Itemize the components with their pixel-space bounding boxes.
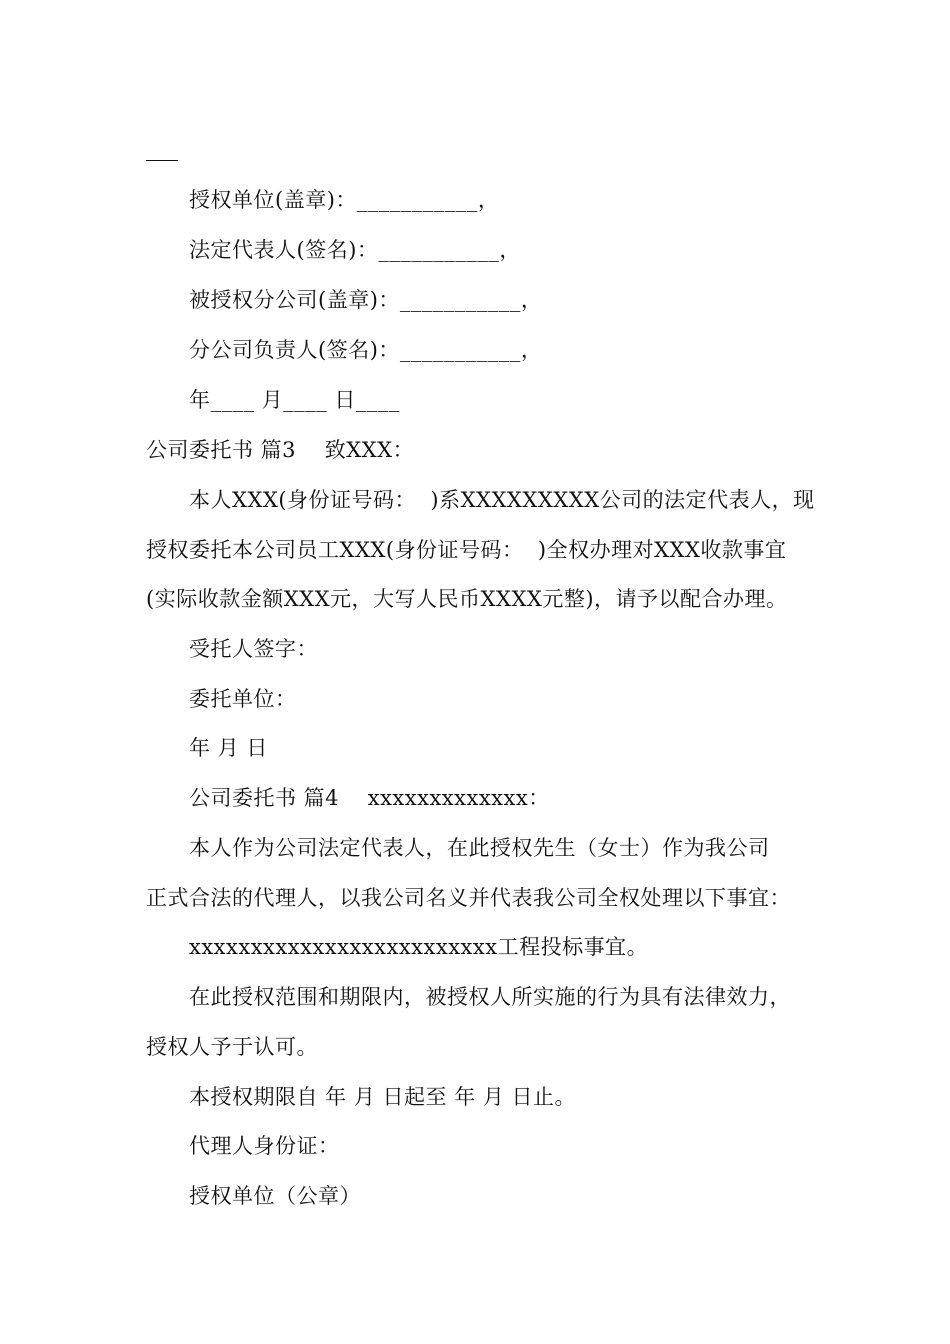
paragraph-line: 授权人予于认可。: [146, 1035, 318, 1059]
agent-id-line: 代理人身份证：: [189, 1134, 340, 1158]
trustee-signature-line: 受托人签字：: [189, 637, 318, 661]
authorizing-unit-line: 授权单位(盖章)：___________，: [189, 188, 500, 212]
paragraph-line: 正式合法的代理人，以我公司名义并代表我公司全权处理以下事宜：: [146, 886, 791, 910]
date-line: 年 月 日: [189, 736, 268, 760]
section-heading-4: 公司委托书 篇4 xxxxxxxxxxxxx：: [189, 786, 550, 810]
branch-manager-line: 分公司负责人(签名)：___________，: [189, 338, 543, 362]
paragraph-line: 本人XXX(身份证号码： )系XXXXXXXXX公司的法定代表人，现: [189, 488, 815, 512]
authorizing-unit-seal-line: 授权单位（公章）: [189, 1184, 361, 1208]
authorized-branch-line: 被授权分公司(盖章)：___________，: [189, 288, 543, 312]
authorization-period-line: 本授权期限自 年 月 日起至 年 月 日止。: [189, 1085, 577, 1109]
paragraph-line: 授权委托本公司员工XXX(身份证号码： )全权办理对XXX收款事宜: [146, 538, 787, 562]
top-rule: [146, 160, 178, 161]
legal-representative-line: 法定代表人(签名)：___________，: [189, 238, 521, 262]
paragraph-line: 在此授权范围和期限内，被授权人所实施的行为具有法律效力，: [189, 985, 791, 1009]
paragraph-line: (实际收款金额XXX元，大写人民币XXXX元整)，请予以配合办理。: [146, 587, 788, 611]
entrusting-unit-line: 委托单位：: [189, 687, 297, 711]
paragraph-line: 本人作为公司法定代表人，在此授权先生（女士）作为我公司: [189, 836, 770, 860]
date-line: 年____ 月____ 日____: [189, 388, 400, 412]
section-heading-3: 公司委托书 篇3 致XXX：: [146, 438, 415, 462]
paragraph-line: xxxxxxxxxxxxxxxxxxxxxxxxx工程投标事宜。: [189, 935, 649, 959]
